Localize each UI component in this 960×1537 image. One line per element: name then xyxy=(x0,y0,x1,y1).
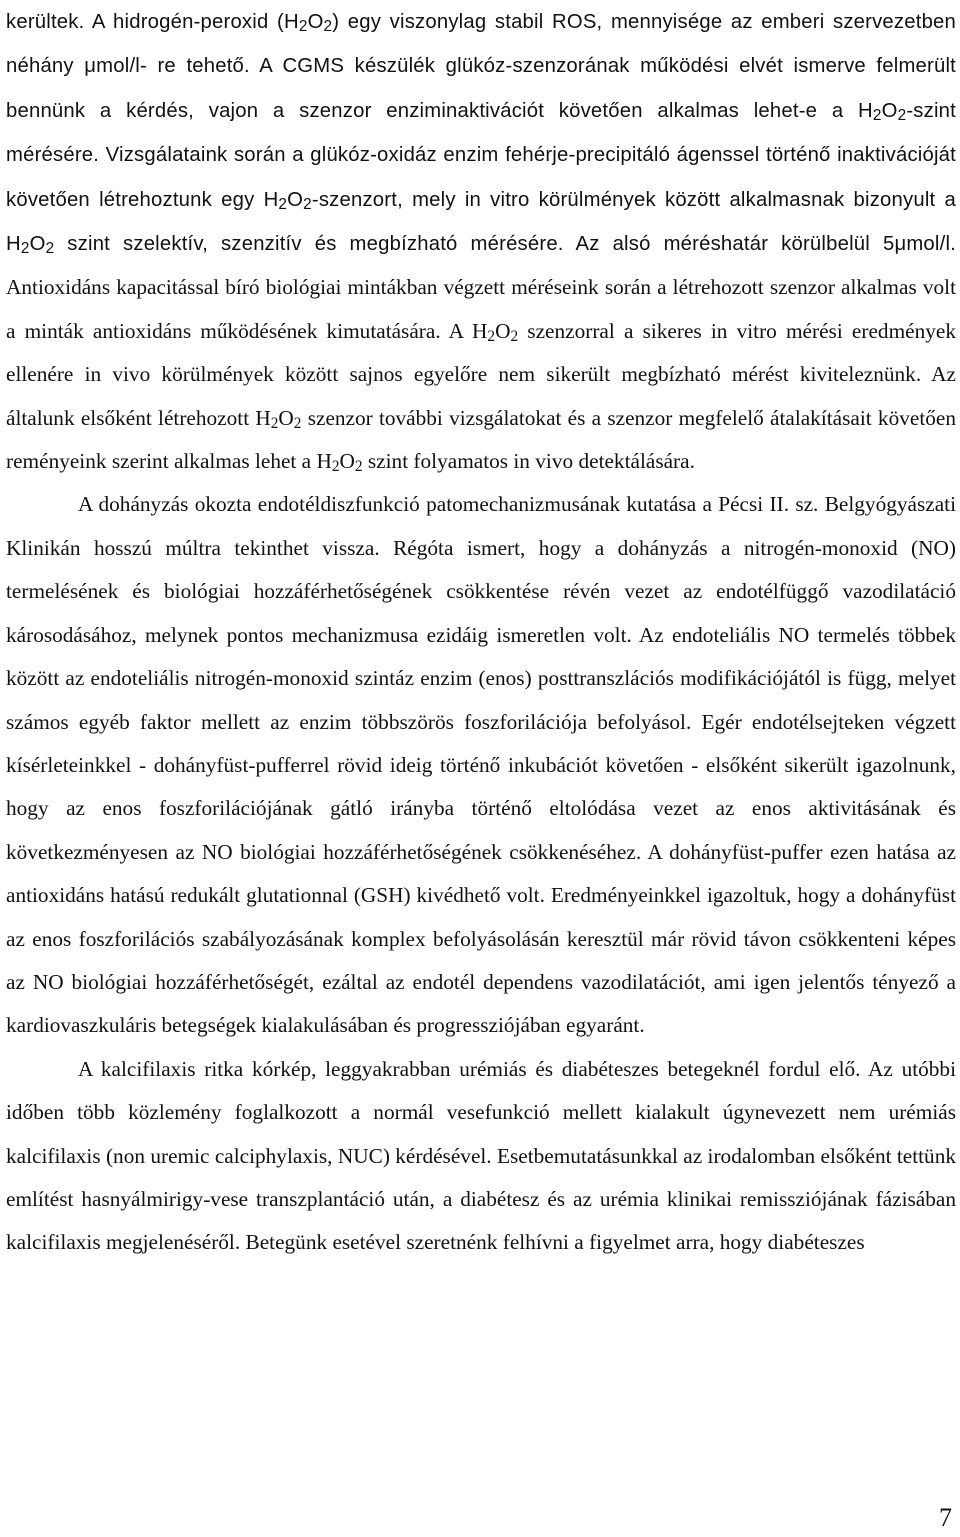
paragraph-h2o2-sensor xyxy=(6,0,956,483)
subscript: 2 xyxy=(270,414,279,432)
subscript: 2 xyxy=(293,414,302,432)
text-run: szint folyamatos in vivo detektálására. xyxy=(362,449,695,474)
subscript: 2 xyxy=(331,458,340,476)
text-run: O xyxy=(278,405,294,430)
subscript: 2 xyxy=(45,240,55,258)
subscript: 2 xyxy=(487,327,496,345)
paragraph-calciphylaxis xyxy=(6,1048,956,1265)
subscript: 2 xyxy=(510,327,519,345)
subscript: 2 xyxy=(298,18,308,36)
text-run: O xyxy=(307,11,324,33)
text-run: -szint mérésére. Vizsgálataink során a glükóz-oxidáz enzim fehérje-precipitáló ágenssel történő inaktivációját követően létrehoztunk egy H xyxy=(6,99,956,211)
text-run: szenzor további vizsgálatokat és a szenzor megfelelő átalakításait követően reményeink szerint alkalmas lehet a H xyxy=(6,405,956,474)
subscript: 2 xyxy=(354,458,363,476)
text-run: O xyxy=(881,99,898,122)
text-run: A kalcifilaxis ritka kórkép, leggyakrabban urémiás és diabéteszes betegeknél fordul elő. Az utóbbi időben több közlemény foglalkozott a normál vesefunkció mellett kialakult úgynevezett nem urémiás kalcifilaxis (non uremic calciphylaxis, NUC) kérdésével. Esetbemutatásunkkal az irodalomban elsőként tettünk említést hasnyálmirigy-vese transzplantáció után, a diabétesz és az urémia klinikai remissziójának fázisában kalcifilaxis megjelenéséről. Betegünk esetével szeretnénk felhívni a figyelmet arra, hogy diabéteszes xyxy=(6,1056,956,1255)
text-run: Antioxidáns kapacitással bíró biológiai mintákban végzett méréseink során a létrehozott szenzor alkalmas volt a minták antioxidáns működésének kimutatására. A H xyxy=(6,275,956,343)
subscript: 2 xyxy=(303,195,312,213)
text-run: O xyxy=(339,449,355,474)
page-number: 7 xyxy=(939,1503,952,1532)
text-run: A dohányzás okozta endotéldiszfunkció patomechanizmusának kutatása a Pécsi II. sz. Belgyógyászati Klinikán hosszú múltra tekinthet vissza. Régóta ismert, hogy a dohányzás a nitrogén-monoxid (NO) termelésének és biológiai hozzáférhetőségének csökkentése révén vezet az endotélfüggő vazodilatáció károsodásához, melynek pontos mechanizmusa ezidáig ismeretlen volt. Az endoteliális NO termelés többek között az endoteliális nitrogén-monoxid szintáz enzim (enos) posttranszlációs modifikációjától is függ, melyet számos egyéb faktor mellett az enzim többszörös foszforilációja befolyásol. Egér endotélsejteken végzett kísérleteinkkel - dohányfüst-pufferrel rövid ideig történő inkubációt követően - elsőként sikerült igazolnunk, hogy az enos foszforilációjának gátló irányba történő eltolódása vezet az enos aktivitásának és következményesen az NO biológiai hozzáférhetőségének csökkenéséhez. A dohányfüst-puffer ezen hatása az antioxidáns hatású redukált glutationnal (GSH) kivédhető volt. Eredményeinkkel igazoltuk, hogy a dohányfüst az enos foszforilációs szabályozásának komplex befolyásolásán keresztül már rövid távon csökkenteni képes az NO biológiai hozzáférhetőségét, ezáltal az endotél dependens vazodilatációt, ami igen jelentős tényező a kardiovaszkuláris betegségek kialakulásában és progressziójában egyaránt. xyxy=(6,492,956,1038)
text-run: kerültek. A hidrogén-peroxid (H xyxy=(6,11,299,33)
text-run: -szenzort, mely in vitro körülmények között alkalmasnak bizonyult a H xyxy=(6,188,957,256)
paragraph-smoking-endothelial-dysfunction xyxy=(6,483,956,1047)
text-run: O xyxy=(287,188,304,211)
document-page xyxy=(6,0,956,1265)
text-run: szenzorral a sikeres in vitro mérési eredmények ellenére in vivo körülmények között sajnos egyelőre nem sikerült megbízható mérést kiviteleznünk. Az általunk elsőként létrehozott H xyxy=(6,318,956,430)
subscript: 2 xyxy=(897,106,907,124)
text-run: O xyxy=(29,233,46,256)
subscript: 2 xyxy=(20,240,30,258)
subscript: 2 xyxy=(278,195,288,213)
subscript: 2 xyxy=(323,18,333,36)
text-run: ) egy viszonylag stabil ROS, mennyisége az emberi szervezetben néhány μmol/l- re tehető. A CGMS készülék glükóz-szenzorának működési elvét ismerve felmerült bennünk a kérdés, vajon a szenzor enziminaktivációt követően alkalmas lehet-e a H xyxy=(6,11,957,122)
text-run: szint szelektív, szenzitív és megbízható mérésére. Az alsó méréshatár körülbelül 5μmol/l. xyxy=(54,233,956,256)
text-run: O xyxy=(495,318,511,343)
subscript: 2 xyxy=(872,106,882,124)
